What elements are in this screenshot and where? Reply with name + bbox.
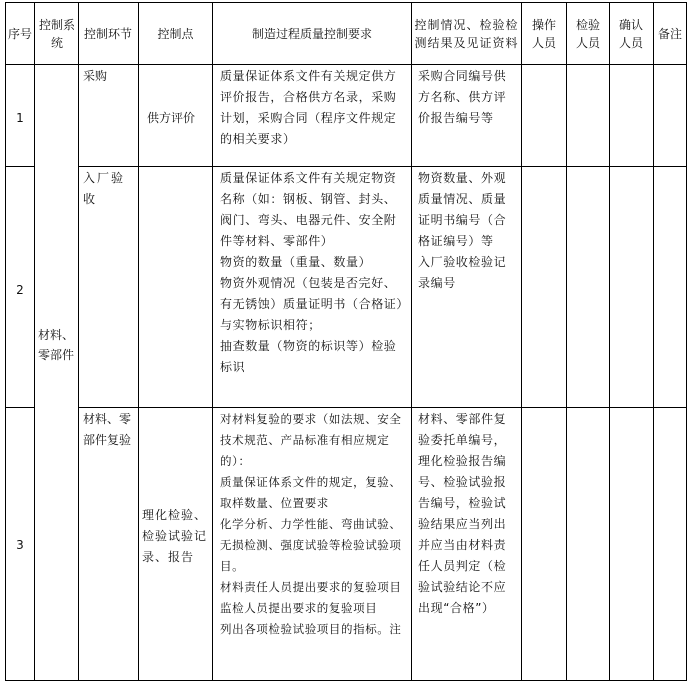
requirement-line: 对材料复验的要求（如法规、安全技术规范、产品标准有相应规定的）： xyxy=(220,412,402,468)
column-divider xyxy=(566,2,567,681)
row-3-point: 理化检验、检验试验记录、报告 xyxy=(142,508,208,564)
requirement-line: 化学分析、力学性能、弯曲试验、无损检测、强度试验等检验试验项目。 xyxy=(220,517,402,573)
row-3-result xyxy=(414,409,520,619)
row-divider xyxy=(5,166,34,167)
row-1-step: 采购 xyxy=(83,69,108,83)
row-2-result xyxy=(414,168,520,294)
result-line: 入厂验收检验记录编号 xyxy=(418,255,507,290)
header-result: 控制情况、检验检测结果及见证资料 xyxy=(414,17,519,50)
requirement-line: 物资外观情况（包装是否完好、有无锈蚀）质量证明书（合格证）与实物标识相符； xyxy=(220,276,404,332)
table-border-right xyxy=(686,2,687,681)
requirement-line: 质量保证体系文件的规定，复验、取样数量、位置要求 xyxy=(220,475,402,510)
row-1-point: 供方评价 xyxy=(147,111,196,125)
row-1-seq: 1 xyxy=(16,111,24,125)
column-divider xyxy=(411,2,412,681)
column-divider xyxy=(212,2,213,681)
header-step: 控制环节 xyxy=(84,26,133,41)
row-divider xyxy=(78,407,687,408)
column-divider xyxy=(138,2,139,681)
header-seq: 序号 xyxy=(7,26,32,41)
column-divider xyxy=(78,2,79,681)
requirement-line: 监检人员提出要求的复验项目 xyxy=(220,601,378,615)
header-point: 控制点 xyxy=(157,26,194,41)
row-2-seq: 2 xyxy=(16,283,24,297)
column-divider xyxy=(609,2,610,681)
row-2-requirement xyxy=(216,168,410,378)
table-border-bottom xyxy=(5,680,687,681)
row-divider xyxy=(5,407,34,408)
requirement-line: 物资的数量（重量、数量） xyxy=(220,255,372,269)
requirement-line: 质量保证体系文件有关规定供方评价报告，合格供方名录，采购计划，采购合同（程序文件规定的相关要求） xyxy=(220,69,397,146)
header-divider xyxy=(5,64,687,65)
row-3-seq: 3 xyxy=(16,538,24,552)
result-line: 材料、零部件复验委托单编号，理化检验报告编号、检验试验报告编号，检验试验结果应当列出并应当由材料责任人员判定（检验试验结论不应出现“合格”） xyxy=(418,412,507,615)
row-divider xyxy=(78,166,687,167)
header-requirement: 制造过程质量控制要求 xyxy=(251,26,372,41)
column-divider xyxy=(521,2,522,681)
header-remark: 备注 xyxy=(657,26,682,41)
system-label: 材料、零部件 xyxy=(38,328,75,362)
header-inspector: 检验人员 xyxy=(575,17,600,50)
requirement-line: 列出各项检验试验项目的指标。注 xyxy=(220,622,402,636)
result-line: 采购合同编号供方名称、供方评价报告编号等 xyxy=(418,69,507,125)
requirement-line: 抽查数量（物资的标识等）检验标识 xyxy=(220,339,397,374)
column-divider xyxy=(34,2,35,681)
header-system: 控制系统 xyxy=(38,17,75,50)
row-3-requirement xyxy=(216,409,410,640)
table-border-left xyxy=(5,2,6,681)
column-divider xyxy=(653,2,654,681)
row-1-result xyxy=(414,66,520,129)
row-2-step: 入厂验收 xyxy=(83,171,126,206)
row-1-requirement xyxy=(216,66,410,150)
result-line: 物资数量、外观质量情况、质量证明书编号（合格证编号）等 xyxy=(418,171,507,248)
requirement-line: 质量保证体系文件有关规定物资名称（如：钢板、钢管、封头、阀门、弯头、电器元件、安全附件等材料、零部件） xyxy=(220,171,397,248)
requirement-line: 材料责任人员提出要求的复验项目 xyxy=(220,580,402,594)
row-3-step: 材料、零部件复验 xyxy=(83,412,132,447)
header-confirmer: 确认人员 xyxy=(618,17,643,50)
header-operator: 操作人员 xyxy=(531,17,556,50)
